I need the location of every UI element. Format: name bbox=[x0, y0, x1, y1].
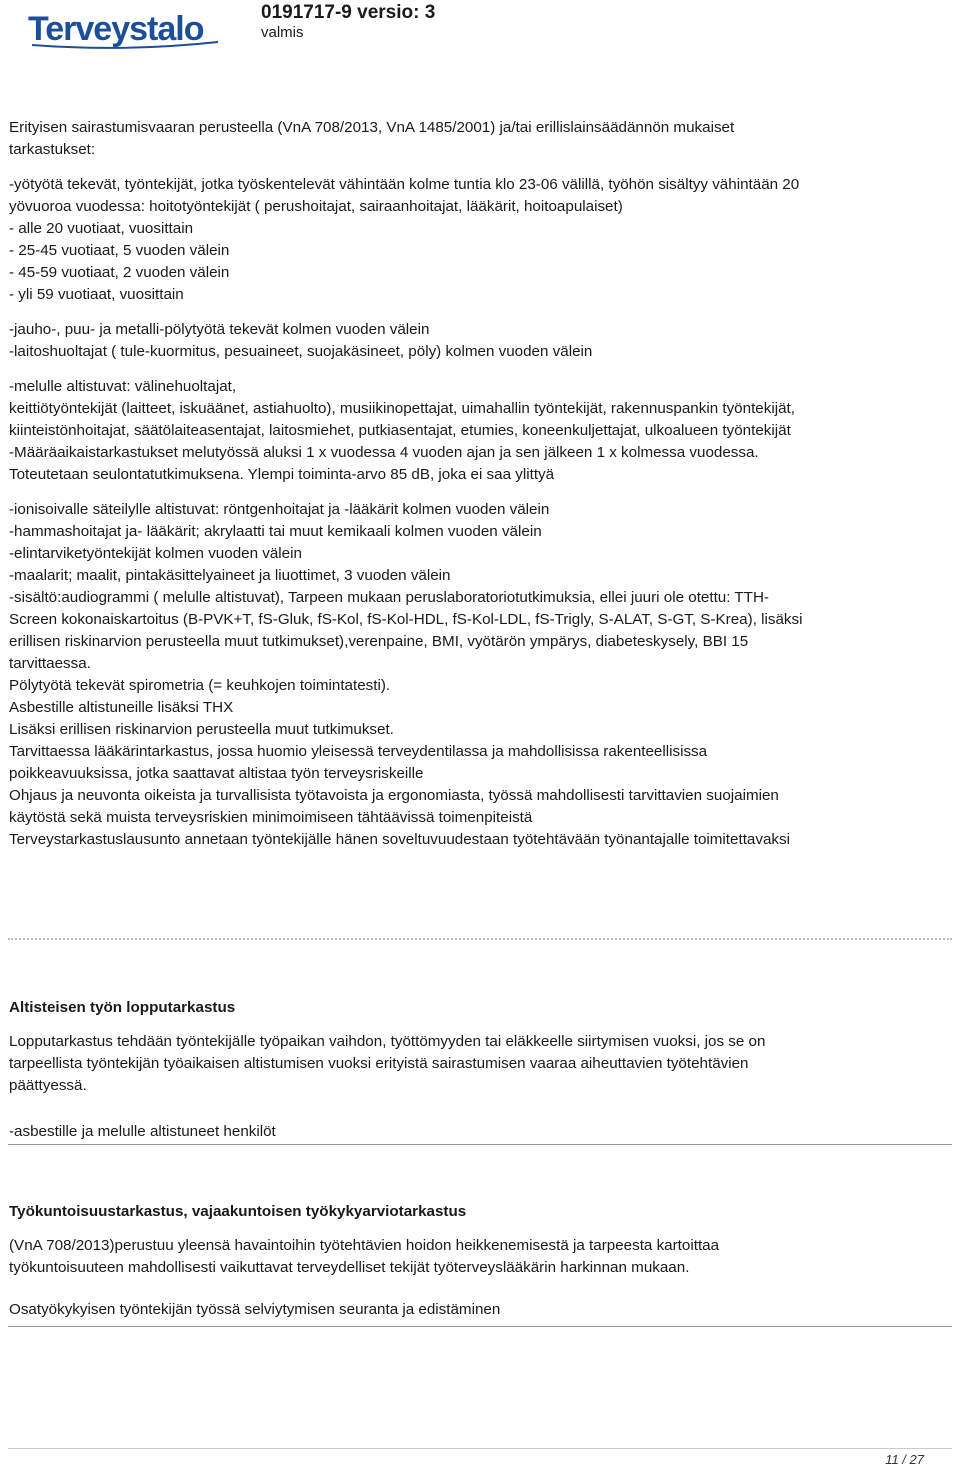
paragraph-line: -elintarviketyöntekijät kolmen vuoden välein bbox=[9, 545, 302, 562]
document-status: valmis bbox=[261, 24, 304, 41]
main-content bbox=[9, 117, 949, 851]
underline-rule bbox=[8, 1144, 952, 1145]
page-number: 11 / 27 bbox=[885, 1452, 924, 1467]
document-id: 0191717-9 versio: 3 bbox=[261, 2, 436, 23]
footer-rule bbox=[8, 1448, 952, 1449]
section-separator bbox=[8, 938, 952, 940]
paragraph-line: tarpeellista työntekijän työaikaisen altistumisen vuoksi erityistä sairastumisen vaaraa aiheuttavien työtehtävien bbox=[9, 1055, 749, 1072]
paragraph-line: - yli 59 vuotiaat, vuosittain bbox=[9, 286, 184, 303]
terveystalo-logo bbox=[26, 4, 226, 52]
section-tyokuntoisuus bbox=[9, 1201, 949, 1321]
paragraph-line: erillisen riskinarvion perusteella muut tutkimukset),verenpaine, BMI, vyötärön ympärys, diabeteskysely, BBI 15 bbox=[9, 633, 749, 650]
paragraph-line: Screen kokonaiskartoitus (B-PVK+T, fS-Gluk, fS-Kol, fS-Kol-HDL, fS-Kol-LDL, fS-Trigly, S-ALAT, S-GT, S-Krea), lisäksi bbox=[9, 611, 803, 628]
paragraph-line: -jauho-, puu- ja metalli-pölytyötä tekevät kolmen vuoden välein bbox=[9, 321, 430, 338]
note-line: -asbestille ja melulle altistuneet henkilöt bbox=[9, 1123, 276, 1140]
paragraph-line: -sisältö:audiogrammi ( melulle altistuvat), Tarpeen mukaan peruslaboratoriotutkimuksia, ellei juuri ole otettu: TTH- bbox=[9, 589, 769, 606]
paragraph-line: - 45-59 vuotiaat, 2 vuoden välein bbox=[9, 264, 230, 281]
paragraph-gap bbox=[9, 306, 949, 319]
paragraph-line: -laitoshuoltajat ( tule-kuormitus, pesuaineet, suojakäsineet, pöly) kolmen vuoden välein bbox=[9, 343, 593, 360]
note-line: Osatyökykyisen työntekijän työssä selviytymisen seuranta ja edistäminen bbox=[9, 1301, 501, 1318]
paragraph-line: yövuoroa vuodessa: hoitotyöntekijät ( perushoitajat, sairaanhoitajat, lääkärit, hoitoapulaiset) bbox=[9, 198, 623, 215]
paragraph-gap bbox=[9, 486, 949, 499]
paragraph-line: - alle 20 vuotiaat, vuosittain bbox=[9, 220, 194, 237]
paragraph-line: -yötyötä tekevät, työntekijät, jotka työskentelevät vähintään kolme tuntia klo 23-06 välillä, työhön sisältyy vähintään 20 bbox=[9, 176, 800, 193]
paragraph-line: Lisäksi erillisen riskinarvion perusteella muut tutkimukset. bbox=[9, 721, 394, 738]
paragraph-line: -hammashoitajat ja- lääkärit; akrylaatti tai muut kemikaali kolmen vuoden välein bbox=[9, 523, 542, 540]
paragraph-line: Toteutetaan seulontatutkimuksena. Ylempi toiminta-arvo 85 dB, joka ei saa ylittyä bbox=[9, 466, 555, 483]
paragraph-line: (VnA 708/2013)perustuu yleensä havaintoihin työtehtävien hoidon heikkenemisestä ja tarpeesta kartoittaa bbox=[9, 1237, 720, 1254]
section-title: Työkuntoisuustarkastus, vajaakuntoisen työkykyarviotarkastus bbox=[9, 1203, 467, 1220]
paragraph-gap bbox=[9, 363, 949, 376]
paragraph-line: keittiötyöntekijät (laitteet, iskuäänet, astiahuolto), musiikinopettajat, uimahallin työntekijät, rakennuspankin työntekijät, bbox=[9, 400, 795, 417]
paragraph-line: - 25-45 vuotiaat, 5 vuoden välein bbox=[9, 242, 230, 259]
paragraph-line: -melulle altistuvat: välinehuoltajat, bbox=[9, 378, 237, 395]
page-header bbox=[0, 0, 960, 56]
paragraph-line: päättyessä. bbox=[9, 1077, 87, 1094]
paragraph-line: -ionisoivalle säteilylle altistuvat: röntgenhoitajat ja -lääkärit kolmen vuoden välein bbox=[9, 501, 550, 518]
paragraph-line: Terveystarkastuslausunto annetaan työntekijälle hänen soveltuvuudestaan työtehtävään työnantajalle toimitettavaksi bbox=[9, 831, 790, 848]
paragraph-line: käytöstä sekä muista terveysriskien minimoimiseen tähtäävissä toimenpiteistä bbox=[9, 809, 533, 826]
paragraph-line: Tarvittaessa lääkärintarkastus, jossa huomio yleisessä terveydentilassa ja mahdollisissa rakenteellisissa bbox=[9, 743, 708, 760]
paragraph-line: työkuntoisuuteen mahdollisesti vaikuttavat terveydelliset tekijät työterveyslääkärin harkinnan mukaan. bbox=[9, 1259, 690, 1276]
paragraph-line: Lopputarkastus tehdään työntekijälle työpaikan vaihdon, työttömyyden tai eläkkeelle siirtymisen vuoksi, jos se on bbox=[9, 1033, 766, 1050]
paragraph-line: kiinteistönhoitajat, säätölaiteasentajat, laitosmiehet, putkiasentajat, etumies, koneenkuljettajat, ulkoalueen työntekijät bbox=[9, 422, 791, 439]
section-altisteinen bbox=[9, 997, 949, 1143]
paragraph-gap bbox=[9, 161, 949, 174]
paragraph-line: poikkeavuuksissa, jotka saattavat altistaa työn terveysriskeille bbox=[9, 765, 424, 782]
paragraph-line: tarkastukset: bbox=[9, 141, 96, 158]
svg-text:Terveystalo: Terveystalo bbox=[28, 10, 204, 48]
paragraph-line: Erityisen sairastumisvaaran perusteella (VnA 708/2013, VnA 1485/2001) ja/tai erillislainsäädännön mukaiset bbox=[9, 119, 735, 136]
paragraph-line: Ohjaus ja neuvonta oikeista ja turvallisista työtavoista ja ergonomiasta, työssä mahdollisesti tarvittavien suojaimien bbox=[9, 787, 779, 804]
paragraph-line: -Määräaikaistarkastukset melutyössä aluksi 1 x vuodessa 4 vuoden ajan ja sen jälkeen 1 x kolmessa vuodessa. bbox=[9, 444, 759, 461]
paragraph-line: tarvittaessa. bbox=[9, 655, 91, 672]
section-title: Altisteisen työn lopputarkastus bbox=[9, 999, 236, 1016]
paragraph-line: Pölytyötä tekevät spirometria (= keuhkojen toimintatesti). bbox=[9, 677, 391, 694]
paragraph-line: Asbestille altistuneille lisäksi THX bbox=[9, 699, 234, 716]
paragraph-line: -maalarit; maalit, pintakäsittelyaineet ja liuottimet, 3 vuoden välein bbox=[9, 567, 451, 584]
underline-rule bbox=[8, 1326, 952, 1327]
